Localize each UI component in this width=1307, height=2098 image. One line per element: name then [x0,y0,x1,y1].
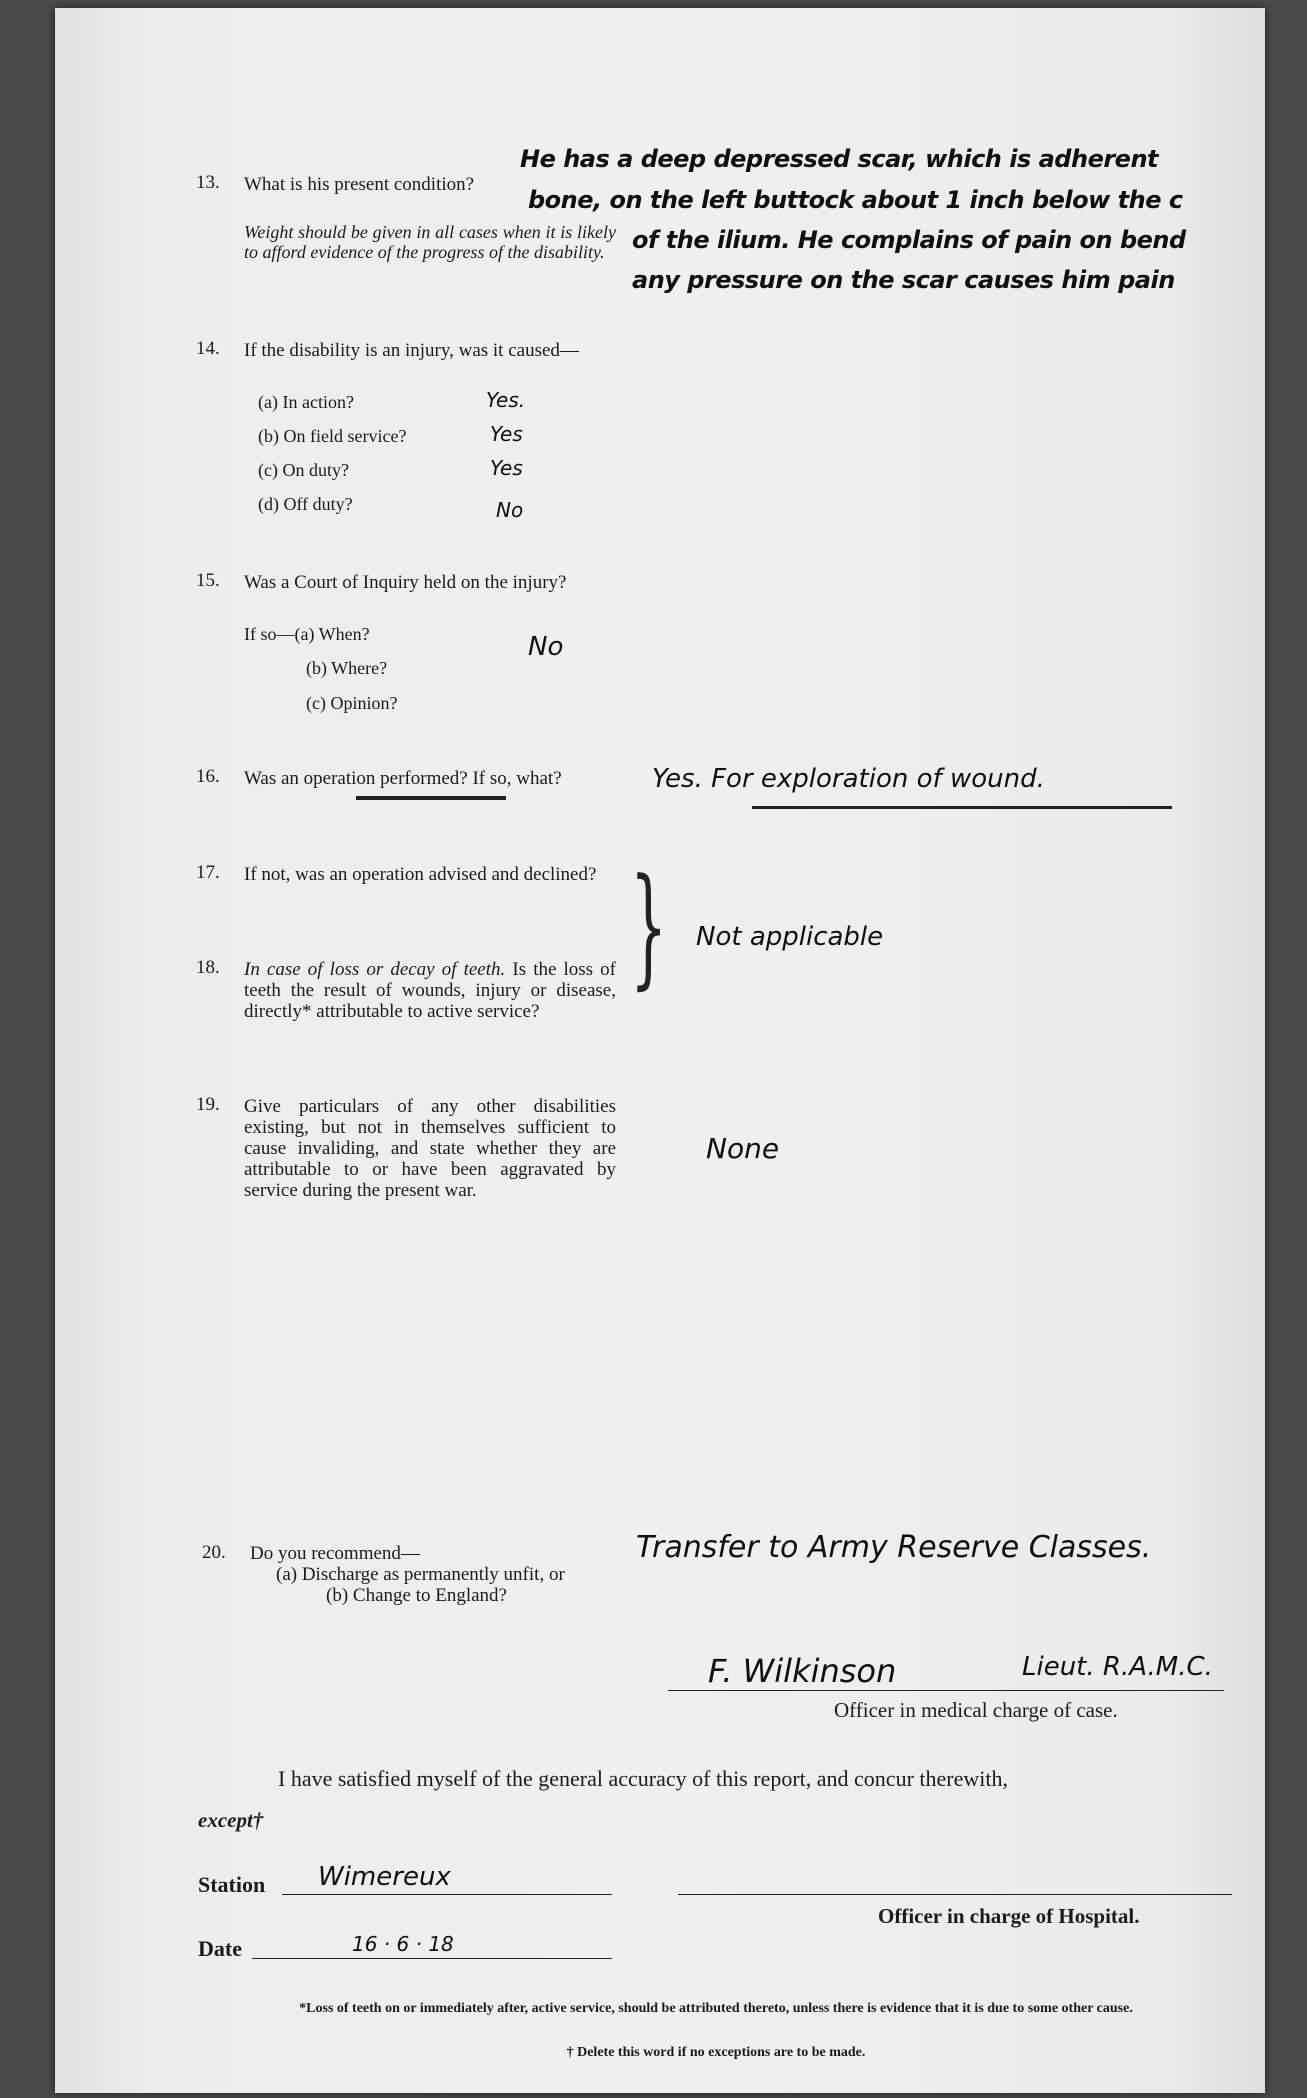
q13-answer-line-2: bone, on the left buttock about 1 inch below the c [528,186,1183,214]
hospital-officer-signature-line [678,1894,1232,1895]
q15-opinion: (c) Opinion? [306,693,398,713]
q13-answer-line-3: of the ilium. He complains of pain on bend [632,226,1186,254]
q16-answer: Yes. For exploration of wound. [652,764,1045,794]
concurrence-except: except† [198,1808,264,1832]
medical-officer-signature-line [668,1690,1224,1691]
q20-question: Do you recommend— [250,1543,420,1564]
q15-answer: No [528,632,564,662]
concurrence-text: I have satisfied myself of the general accuracy of this report, and concur therewith, [278,1766,1008,1791]
q14-item-a: (a) In action? [258,392,354,412]
q19-question: Give particulars of any other disabilities existing, but not in themselves sufficient to cause invaliding, and state whether they are attributable to or have been aggravated by service during the present war. [244,1096,616,1201]
q20-option-b: (b) Change to England? [326,1585,507,1606]
footnote-teeth: *Loss of teeth on or immediately after, active service, should be attributed thereto, unless there is evidence that it is due to some other cause. [299,2001,1133,2016]
q14-item-d: (d) Off duty? [258,494,353,514]
q14-answer-b: Yes [490,422,523,446]
q13-answer-line-4: any pressure on the scar causes him pain [632,266,1175,294]
q16-question: Was an operation performed? If so, what? [244,768,562,789]
date-value: 16 · 6 · 18 [352,1932,454,1956]
q18-question-text: Is the loss of teeth the result of wounds, injury or disease, directly* attributable to active service? [244,959,616,1022]
q13-question: What is his present condition? [244,174,475,195]
q18-question [244,959,616,1022]
medical-officer-rank: Lieut. R.A.M.C. [1022,1652,1213,1682]
q15-question: Was a Court of Inquiry held on the injury? [244,572,567,593]
q13-note: Weight should be given in all cases when it is likely to afford evidence of the progress of the disability. [244,222,616,262]
q16-underline [356,796,506,800]
q19-number: 19. [196,1094,220,1115]
q16-answer-underline [752,806,1172,809]
q14-question: If the disability is an injury, was it caused— [244,340,579,361]
q16-number: 16. [196,766,220,787]
q14-answer-d: No [496,498,524,522]
q20-answer: Transfer to Army Reserve Classes. [636,1530,1152,1565]
q15-when: If so—(a) When? [244,624,370,644]
q19-answer: None [706,1132,780,1165]
hospital-officer-caption: Officer in charge of Hospital. [878,1904,1140,1928]
q13-number: 13. [196,172,220,193]
q14-answer-c: Yes [490,456,523,480]
medical-officer-caption: Officer in medical charge of case. [834,1698,1118,1722]
q18-number: 18. [196,957,220,978]
medical-officer-signature: F. Wilkinson [708,1652,897,1690]
q17-question: If not, was an operation advised and declined? [244,864,597,885]
q14-item-c: (c) On duty? [258,460,349,480]
q14-number: 14. [196,338,220,359]
station-value: Wimereux [318,1862,451,1892]
q17-18-brace: } [630,850,668,1002]
station-label: Station [198,1872,266,1897]
date-label: Date [198,1936,242,1961]
q18-question-italic: In case of loss or decay of teeth. [244,959,506,980]
footnote-delete: † Delete this word if no exceptions are to be made. [566,2045,866,2060]
q15-number: 15. [196,570,220,591]
q15-where: (b) Where? [306,658,388,678]
q20-option-a: (a) Discharge as permanently unfit, or [276,1564,565,1585]
q17-number: 17. [196,862,220,883]
q14-answer-a: Yes. [486,388,526,412]
q20-number: 20. [202,1542,226,1563]
q17-18-answer: Not applicable [696,922,884,952]
date-line [252,1958,612,1959]
q13-answer-line-1: He has a deep depressed scar, which is adherent [520,145,1159,173]
station-line [282,1894,612,1895]
q14-item-b: (b) On field service? [258,426,407,446]
